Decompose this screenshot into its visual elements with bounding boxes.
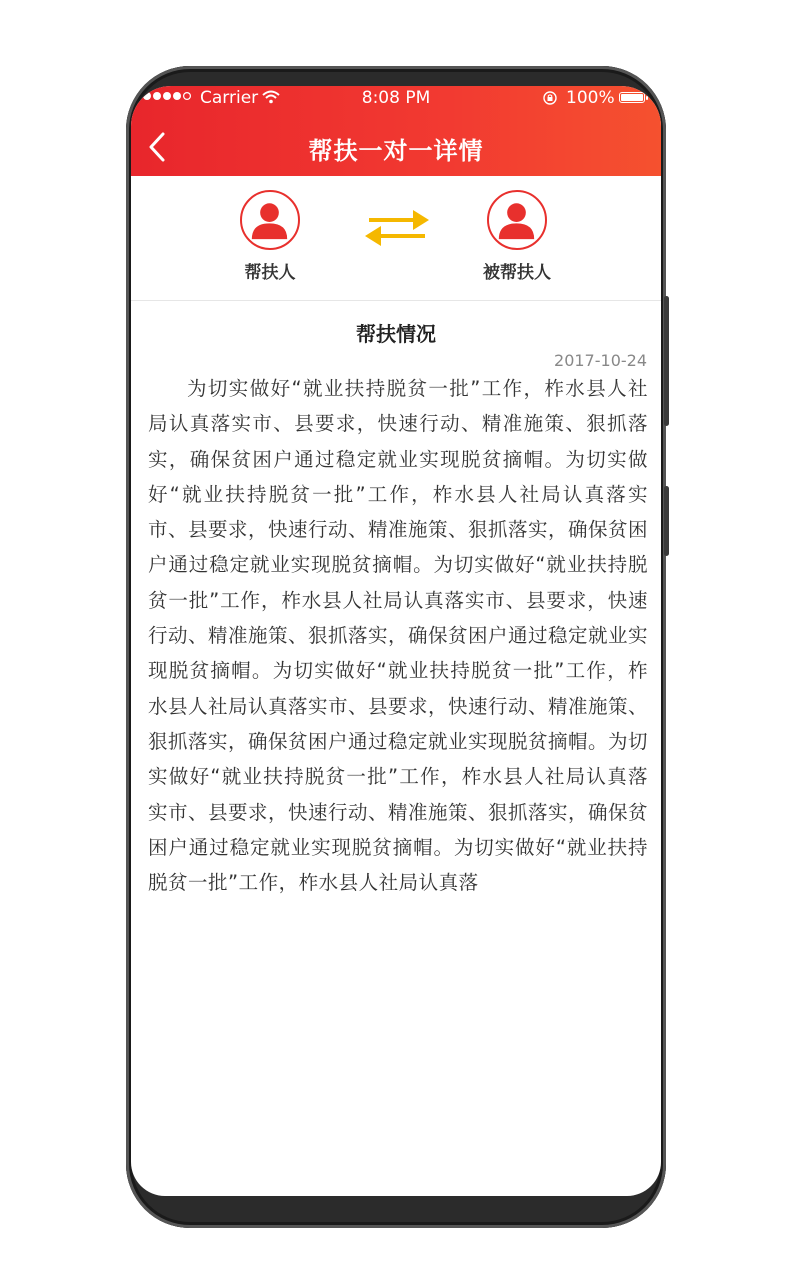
article-date: 2017-10-24 (554, 351, 647, 370)
battery-icon (619, 92, 645, 103)
phone-side-button (664, 296, 669, 426)
helper-pair-panel (131, 176, 661, 301)
helper-person[interactable] (205, 190, 335, 283)
battery-percent: 100% (566, 88, 615, 108)
app-screen (131, 86, 661, 1196)
helper-label: 帮扶人 (244, 263, 296, 283)
person-icon (489, 192, 544, 247)
helped-avatar (487, 190, 547, 250)
helper-avatar (240, 190, 300, 250)
helped-person[interactable] (452, 190, 582, 283)
status-time: 8:08 PM (361, 88, 431, 108)
page-title: 帮扶一对一详情 (308, 137, 484, 165)
person-icon (242, 192, 297, 247)
article-body: 为切实做好“就业扶持脱贫一批”工作，柞水县人社局认真落实市、县要求，快速行动、精准施策、狠抓落实，确保贫困户通过稳定就业实现脱贫摘帽。为切实做好“就业扶持脱贫一批”工作，柞水县人社局认真落实市、县要求，快速行动、精准施策、狠抓落实，确保贫困户通过稳定就业实现脱贫摘帽。为切实做好“就业扶持脱贫一批”工作，柞水县人社局认真落实市、县要求，快速行动、精准施策、狠抓落实，确保贫困户通过稳定就业实现脱贫摘帽。为切实做好“就业扶持脱贫一批”工作，柞水县人社局认真落实市、县要求，快速行动、精准施策、狠抓落实，确保贫困户通过稳定就业实现脱贫摘帽。为切实做好“就业扶持脱贫一批”工作，柞水县人社局认真落实市、县要求，快速行动、精准施策、狠抓落实，确保贫困户通过稳定就业实现脱贫摘帽。为切实做好“就业扶持脱贫一批”工作，柞水县人社局认真落 (148, 377, 649, 895)
rotation-lock-icon (543, 91, 557, 105)
swap-arrows-icon (361, 204, 433, 252)
status-bar (131, 86, 661, 114)
section-title: 帮扶情况 (356, 322, 436, 346)
helped-label: 被帮扶人 (483, 263, 551, 283)
phone-side-button (664, 486, 669, 556)
carrier-label: Carrier (200, 88, 259, 108)
app-header (131, 86, 661, 176)
